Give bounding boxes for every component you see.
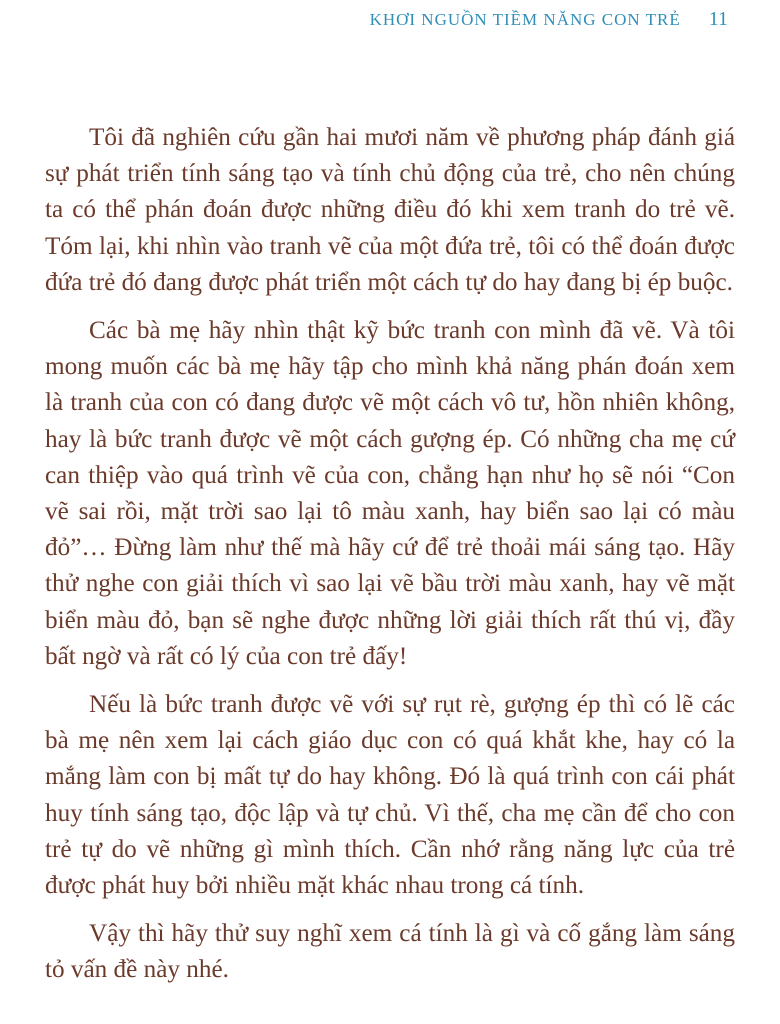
- page-number: 11: [708, 8, 728, 30]
- paragraph-4: Vậy thì hãy thử suy nghĩ xem cá tính là gì và cố gắng làm sáng tỏ vấn đề này nhé.: [45, 920, 735, 984]
- paragraph-3: Nếu là bức tranh được vẽ với sự rụt rè, gượng ép thì có lẽ các bà mẹ nên xem lại cách giáo dục con có quá khắt khe, hay có la mắng làm con bị mất tự do hay không. Đó là quá trình con cái phát huy tính sáng tạo, độc lập và tự chủ. Vì thế, cha mẹ cần để cho con trẻ tự do vẽ những gì mình thích. Cần nhớ rằng năng lực của trẻ được phát huy bởi nhiều mặt khác nhau trong cá tính.: [45, 691, 735, 900]
- body-text: [45, 120, 735, 1001]
- paragraph-1: Tôi đã nghiên cứu gần hai mươi năm về phương pháp đánh giá sự phát triển tính sáng tạo và tính chủ động của trẻ, cho nên chúng ta có thể phán đoán được những điều đó khi xem tranh do trẻ vẽ. Tóm lại, khi nhìn vào tranh vẽ của một đứa trẻ, tôi có thể đoán được đứa trẻ đó đang được phát triển một cách tự do hay đang bị ép buộc.: [45, 124, 735, 296]
- paragraph-2: Các bà mẹ hãy nhìn thật kỹ bức tranh con mình đã vẽ. Và tôi mong muốn các bà mẹ hãy tập cho mình khả năng phán đoán xem là tranh của con có đang được vẽ một cách vô tư, hồn nhiên không, hay là bức tranh được vẽ một cách gượng ép. Có những cha mẹ cứ can thiệp vào quá trình vẽ của con, chẳng hạn như họ sẽ nói “Con vẽ sai rồi, mặt trời sao lại tô màu xanh, hay biển sao lại có màu đỏ”… Đừng làm như thế mà hãy cứ để trẻ thoải mái sáng tạo. Hãy thử nghe con giải thích vì sao lại vẽ bầu trời màu xanh, hay vẽ mặt biển màu đỏ, bạn sẽ nghe được những lời giải thích rất thú vị, đầy bất ngờ và rất có lý của con trẻ đấy!: [45, 317, 735, 670]
- running-header: [370, 8, 728, 31]
- running-title: KHƠI NGUỒN TIỀM NĂNG CON TRẺ: [369, 10, 681, 29]
